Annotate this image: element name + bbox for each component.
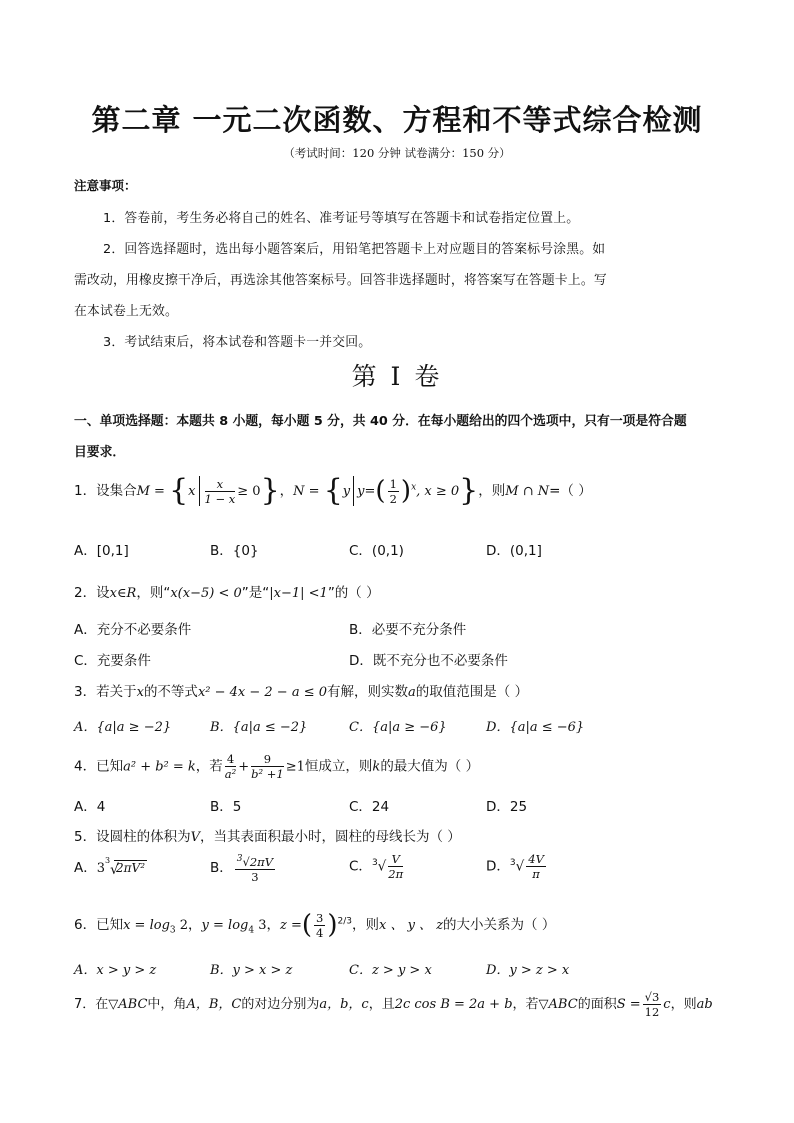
q2-option-c[interactable]: C．充要条件 xyxy=(74,653,151,669)
q4-option-a[interactable]: A．4 xyxy=(74,799,106,815)
q1-option-c[interactable]: C．(0,1) xyxy=(349,543,404,559)
q1-option-a[interactable]: A．[0,1] xyxy=(74,543,129,559)
q4-option-b[interactable]: B．5 xyxy=(210,799,242,815)
q4-option-d[interactable]: D．25 xyxy=(486,799,528,815)
q5-option-d[interactable]: D．$^3$√ $\frac{4V}{\pi}$ xyxy=(486,852,544,881)
question-5: 5．设圆柱的体积为V，当其表面积最小时，圆柱的母线长为（ ） xyxy=(74,829,461,845)
q6-option-b[interactable]: B．y > x > z xyxy=(210,963,293,978)
q5-option-c[interactable]: C．$^3$√ $\frac{V}{2\pi}$ xyxy=(349,852,404,881)
section-1-heading-cont: 目要求． xyxy=(74,445,126,460)
question-2: 2．设x∈R，则“x(x−5) < 0”是“|x−1| <1”的（ ） xyxy=(74,585,380,601)
q5-option-b[interactable]: B． $\frac{^3√2\pi V}{3}$ xyxy=(210,854,274,884)
q3-option-c[interactable]: C．{a|a ≥ −6} xyxy=(349,720,447,735)
q6-option-d[interactable]: D．y > z > x xyxy=(486,963,570,978)
notice-item-3: 3．考试结束后，将本试卷和答题卡一并交回。 xyxy=(103,335,372,350)
q3-option-b[interactable]: B．{a|a ≤ −2} xyxy=(210,720,308,735)
notice-heading: 注意事项： xyxy=(74,178,137,193)
q5-option-a[interactable]: A．3 3 √ 2πV² xyxy=(74,856,146,878)
notice-item-2-line-1: 2．回答选择题时，选出每小题答案后，用铅笔把答题卡上对应题目的答案标号涂黑。如 xyxy=(103,242,606,257)
q1-option-b[interactable]: B．{0} xyxy=(210,543,259,559)
notice-item-2-line-2: 需改动，用橡皮擦干净后，再选涂其他答案标号。回答非选择题时，将答案写在答题卡上。写 xyxy=(74,273,607,288)
q1-prefix: 1．设集合 xyxy=(74,483,137,499)
notice-item-1: 1．答卷前，考生务必将自己的姓名、准考证号等填写在答题卡和试卷指定位置上。 xyxy=(103,211,580,226)
question-1: 1．设集合M = {x $\frac{x}{1 - x}$ ≥ 0}，N = {y y=( $\frac{1}{2}$ )$^x$, x ≥ 0}，则M ∩ N=（ ） xyxy=(74,473,592,508)
q3-option-a[interactable]: A．{a|a ≥ −2} xyxy=(74,720,172,735)
page-title: 第二章 一元二次函数、方程和不等式综合检测 xyxy=(91,103,703,137)
q4-option-c[interactable]: C．24 xyxy=(349,799,390,815)
question-4: 4．已知a² + b² = k，若 $\frac{4}{\text{a²}}$ + $\frac{9}{\text{b² +1}}$ ≥1恒成立，则k的最大值为（ ） xyxy=(74,752,480,781)
q6-option-c[interactable]: C．z > y > x xyxy=(349,963,432,978)
q2-option-b[interactable]: B．必要不充分条件 xyxy=(349,622,467,638)
q1-set-n: N xyxy=(293,484,305,499)
q6-option-a[interactable]: A．x > y > z xyxy=(74,963,157,978)
q2-option-a[interactable]: A．充分不必要条件 xyxy=(74,622,192,638)
q1-intersection: M ∩ N xyxy=(505,484,550,499)
section-1-heading: 一、单项选择题：本题共 8 小题，每小题 5 分，共 40 分．在每小题给出的四个选项中，只有一项是符合题 xyxy=(74,414,687,429)
question-7: 7．在▽ABC中，角A，B，C的对边分别为a，b，c，且2c cos B = 2a + b，若▽ABC的面积S = $\frac{√3}{12}$ c，则ab xyxy=(74,990,713,1019)
q1-set-m: M xyxy=(136,484,150,499)
q3-option-d[interactable]: D．{a|a ≤ −6} xyxy=(486,720,585,735)
exam-info: （考试时间：120 分钟 试卷满分：150 分） xyxy=(283,146,511,160)
question-3: 3．若关于x的不等式x² − 4x − 2 − a ≤ 0有解，则实数a的取值范围是（ ） xyxy=(74,684,529,700)
q1-var: x xyxy=(188,484,196,499)
q2-option-d[interactable]: D．既不充分也不必要条件 xyxy=(349,653,508,669)
roll-title: 第 I 卷 xyxy=(351,362,443,391)
question-6: 6．已知$x = \log_3 2$，$y = \log_4 3$，z =( $\frac{3}{4}$ )$^{2/3}$，则x 、 y 、 z的大小关系为（ ） xyxy=(74,910,556,940)
q1-option-d[interactable]: D．(0,1] xyxy=(486,543,542,559)
q1-fraction: $\frac{x}{1 - x}$ xyxy=(204,476,236,506)
notice-item-2-line-3: 在本试卷上无效。 xyxy=(74,304,178,319)
